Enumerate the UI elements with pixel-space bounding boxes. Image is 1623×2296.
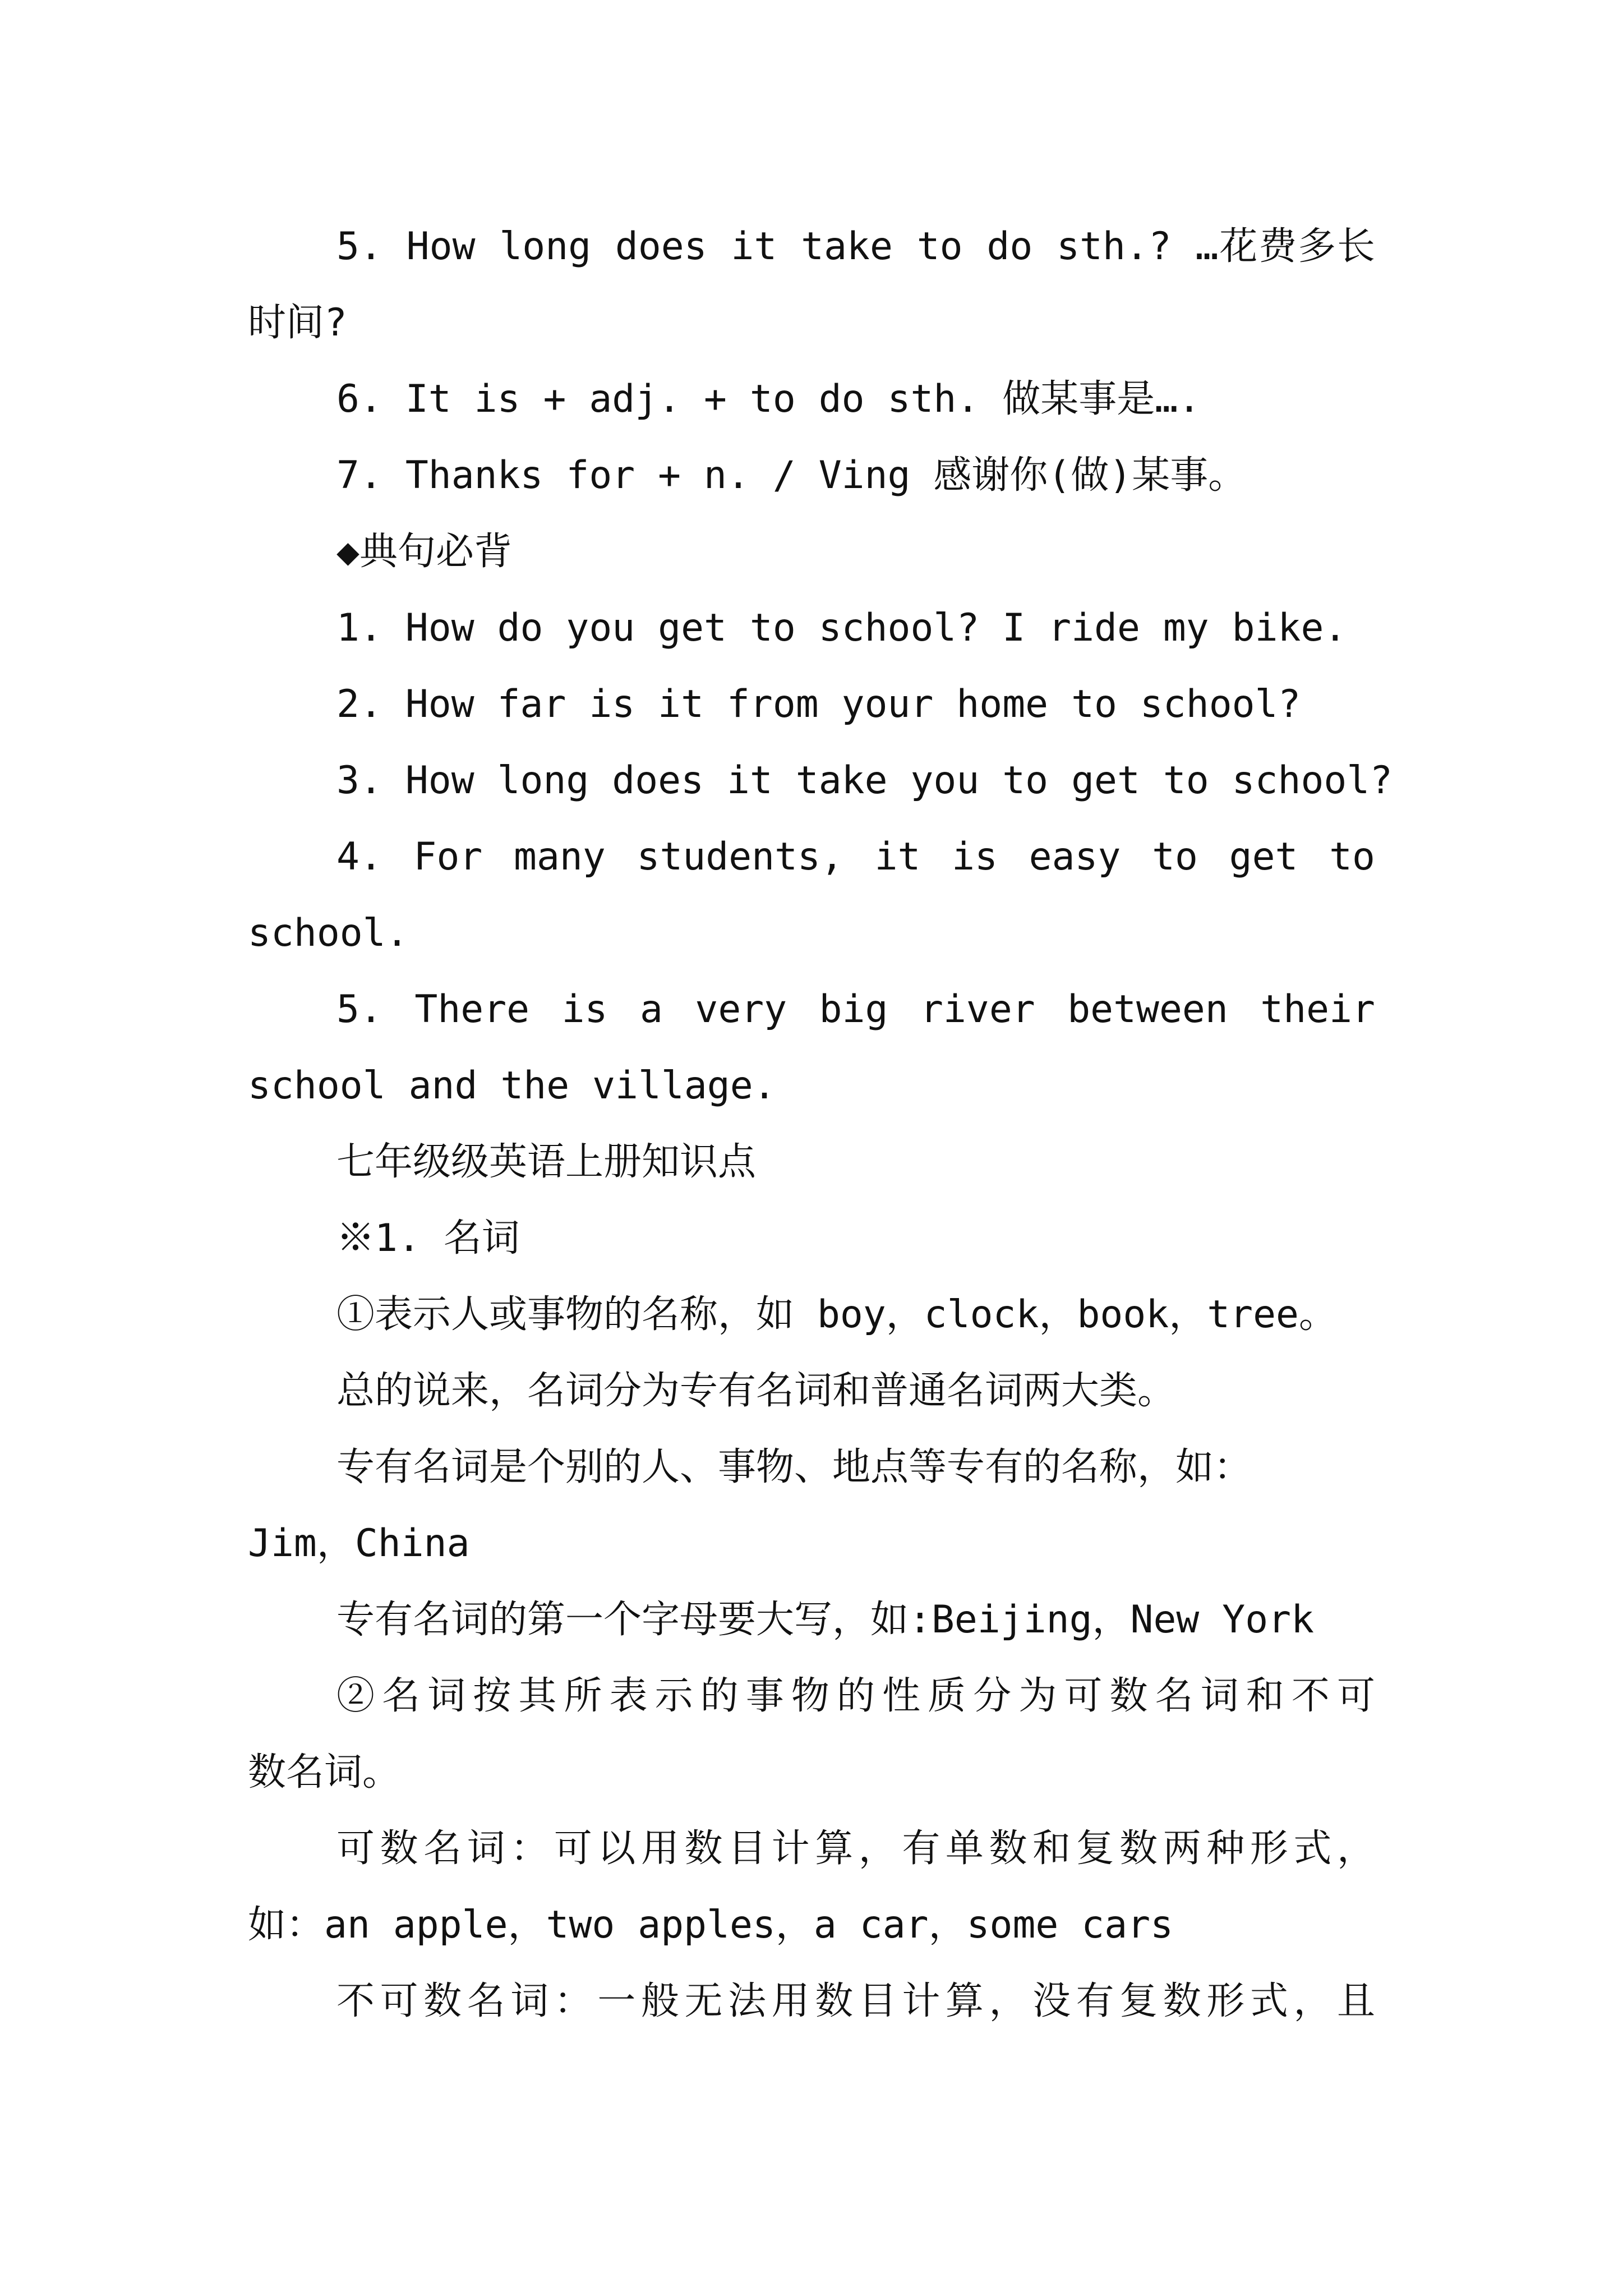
text-line: school and the village. xyxy=(248,1064,776,1108)
text-line: Jim，China xyxy=(248,1521,470,1566)
text-line: ①表示人或事物的名称，如 boy，clock，book，tree。 xyxy=(336,1292,1337,1337)
text-line: 3. How long does it take you to get to school? xyxy=(336,758,1393,803)
text-line: 6. It is + adj. + to do sth. 做某事是…. xyxy=(336,377,1201,421)
text-line: 2. How far is it from your home to school? xyxy=(336,682,1301,726)
text-line: 专有名词是个别的人、事物、地点等专有的名称，如： xyxy=(336,1445,1252,1489)
text-line: 1. How do you get to school? I ride my bike. xyxy=(336,606,1347,650)
text-line: 数名词。 xyxy=(248,1750,401,1795)
text-line: 7. Thanks for + n. / Ving 感谢你(做)某事。 xyxy=(336,453,1247,498)
document-body xyxy=(248,209,1393,2040)
text-line: ②名词按其所表示的事物的性质分为可数名词和不可 xyxy=(336,1674,1375,1718)
section-heading: 七年级级英语上册知识点 xyxy=(336,1140,757,1184)
section-heading: ※1. 名词 xyxy=(336,1216,520,1260)
text-line: 时间? xyxy=(248,301,347,345)
text-line: 可数名词：可以用数目计算，有单数和复数两种形式， xyxy=(336,1826,1375,1871)
text-line: 5. How long does it take to do sth.? …花费多长 xyxy=(336,224,1375,269)
text-line: 如：an apple，two apples，a car，some cars xyxy=(248,1903,1174,1947)
text-line: 5. There is a very big river between their xyxy=(336,987,1375,1032)
section-heading: ◆典句必背 xyxy=(336,530,512,574)
text-line: 总的说来，名词分为专有名词和普通名词两大类。 xyxy=(336,1369,1176,1413)
text-line: 专有名词的第一个字母要大写，如:Beijing，New York xyxy=(336,1598,1315,1642)
text-line: school. xyxy=(248,911,409,955)
text-line: 不可数名词：一般无法用数目计算，没有复数形式，且 xyxy=(336,1979,1375,2023)
text-line: 4. For many students, it is easy to get to xyxy=(336,835,1375,879)
